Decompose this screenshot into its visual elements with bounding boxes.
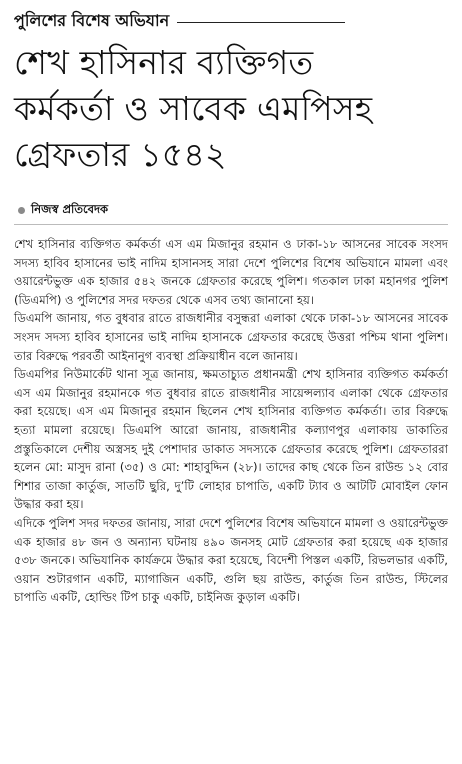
kicker-row xyxy=(14,8,448,34)
bullet-icon xyxy=(18,207,25,214)
byline: নিজস্ব প্রতিবেদক xyxy=(31,201,109,216)
paragraph: ডিএমপি জানায়, গত বুধবার রাতে রাজধানীর বসুন্ধরা এলাকা থেকে ঢাকা-১৮ আসনের সাবেক সংসদ সদস্য হাবিব হাসানের ভাই নাদিম হাসানকে গ্রেফতার করেছে উত্তরা পশ্চিম থানা পুলিশ। তার বিরুদ্ধে পরবর্তী আইনানুগ ব্যবস্থা প্রক্রিয়াধীন বলে জানায়। xyxy=(14,311,448,363)
headline-line: গ্রেফতার ১৫৪২ xyxy=(14,135,227,174)
headline-line: কর্মকর্তা ও সাবেক এমপিসহ xyxy=(14,89,373,128)
kicker-rule xyxy=(177,22,345,23)
byline-row xyxy=(14,200,448,220)
paragraph: শেখ হাসিনার ব্যক্তিগত কর্মকর্তা এস এম মিজানুর রহমান ও ঢাকা-১৮ আসনের সাবেক সংসদ সদস্য হাবিব হাসানের ভাই নাদিম হাসানসহ সারা দেশে পুলিশের বিশেষ অভিযানে মামলা এবং ওয়ারেন্টভুক্ত এক হাজার ৫৪২ জনকে গ্রেফতার করেছে পুলিশ। গতকাল ঢাকা মহানগর পুলিশ (ডিএমপি) ও পুলিশের সদর দফতর থেকে এসব তথ্য জানানো হয়। xyxy=(14,237,448,307)
kicker-label: পুলিশের বিশেষ অভিযান xyxy=(14,10,170,30)
headline-line: শেখ হাসিনার ব্যক্তিগত xyxy=(14,43,314,82)
article-body xyxy=(14,235,448,607)
byline-divider xyxy=(14,224,448,225)
paragraph: ডিএমপির নিউমার্কেট থানা সূত্র জানায়, ক্ষমতাচ্যুত প্রধানমন্ত্রী শেখ হাসিনার ব্যক্তিগত কর্মকর্তা এস এম মিজানুর রহমানকে গত বুধবার রাতে রাজধানীর সায়েন্সল্যাব এলাকা থেকে গ্রেফতার করা হয়েছে। এস এম মিজানুর রহমান ছিলেন শেখ হাসিনার ব্যক্তিগত কর্মকর্তা। তার বিরুদ্ধে হত্যা মামলা রয়েছে। ডিএমপি আরো জানায়, রাজধানীর কল্যাণপুর এলাকায় ডাকাতির প্রস্তুতিকালে দেশীয় অস্ত্রসহ দুই পেশাদার ডাকাত সদস্যকে গ্রেফতার করেছে পুলিশ। গ্রেফতাররা হলেন মো: মাসুদ রানা (৩৫) ও মো: শাহাবুদ্দিন (২৮)। তাদের কাছ থেকে তিন রাউন্ড ১২ বোর শিশার তাজা কার্তুজ, সাতটি ছুরি, দু’টি লোহার চাপাতি, একটি ট্যাব ও আটটি মোবাইল ফোন উদ্ধার করা হয়। xyxy=(14,367,448,512)
headline xyxy=(14,40,448,178)
paragraph: এদিকে পুলিশ সদর দফতর জানায়, সারা দেশে পুলিশের বিশেষ অভিযানে মামলা ও ওয়ারেন্টভুক্ত এক হাজার ৪৮ জন ও অন্যান্য ঘটনায় ৪৯০ জনসহ মোট গ্রেফতার করা হয়েছে এক হাজার ৫৩৮ জনকে। অভিযানিক কার্যক্রমে উদ্ধার করা হয়েছে, বিদেশী পিস্তল একটি, রিভলভার একটি, ওয়ান শুটারগান একটি, ম্যাগাজিন একটি, গুলি ছয় রাউন্ড, কার্তুজ তিন রাউন্ড, স্টিলের চাপাতি একটি, হোল্ডিং টিপ চাকু একটি, চাইনিজ কুড়াল একটি। xyxy=(14,515,448,605)
